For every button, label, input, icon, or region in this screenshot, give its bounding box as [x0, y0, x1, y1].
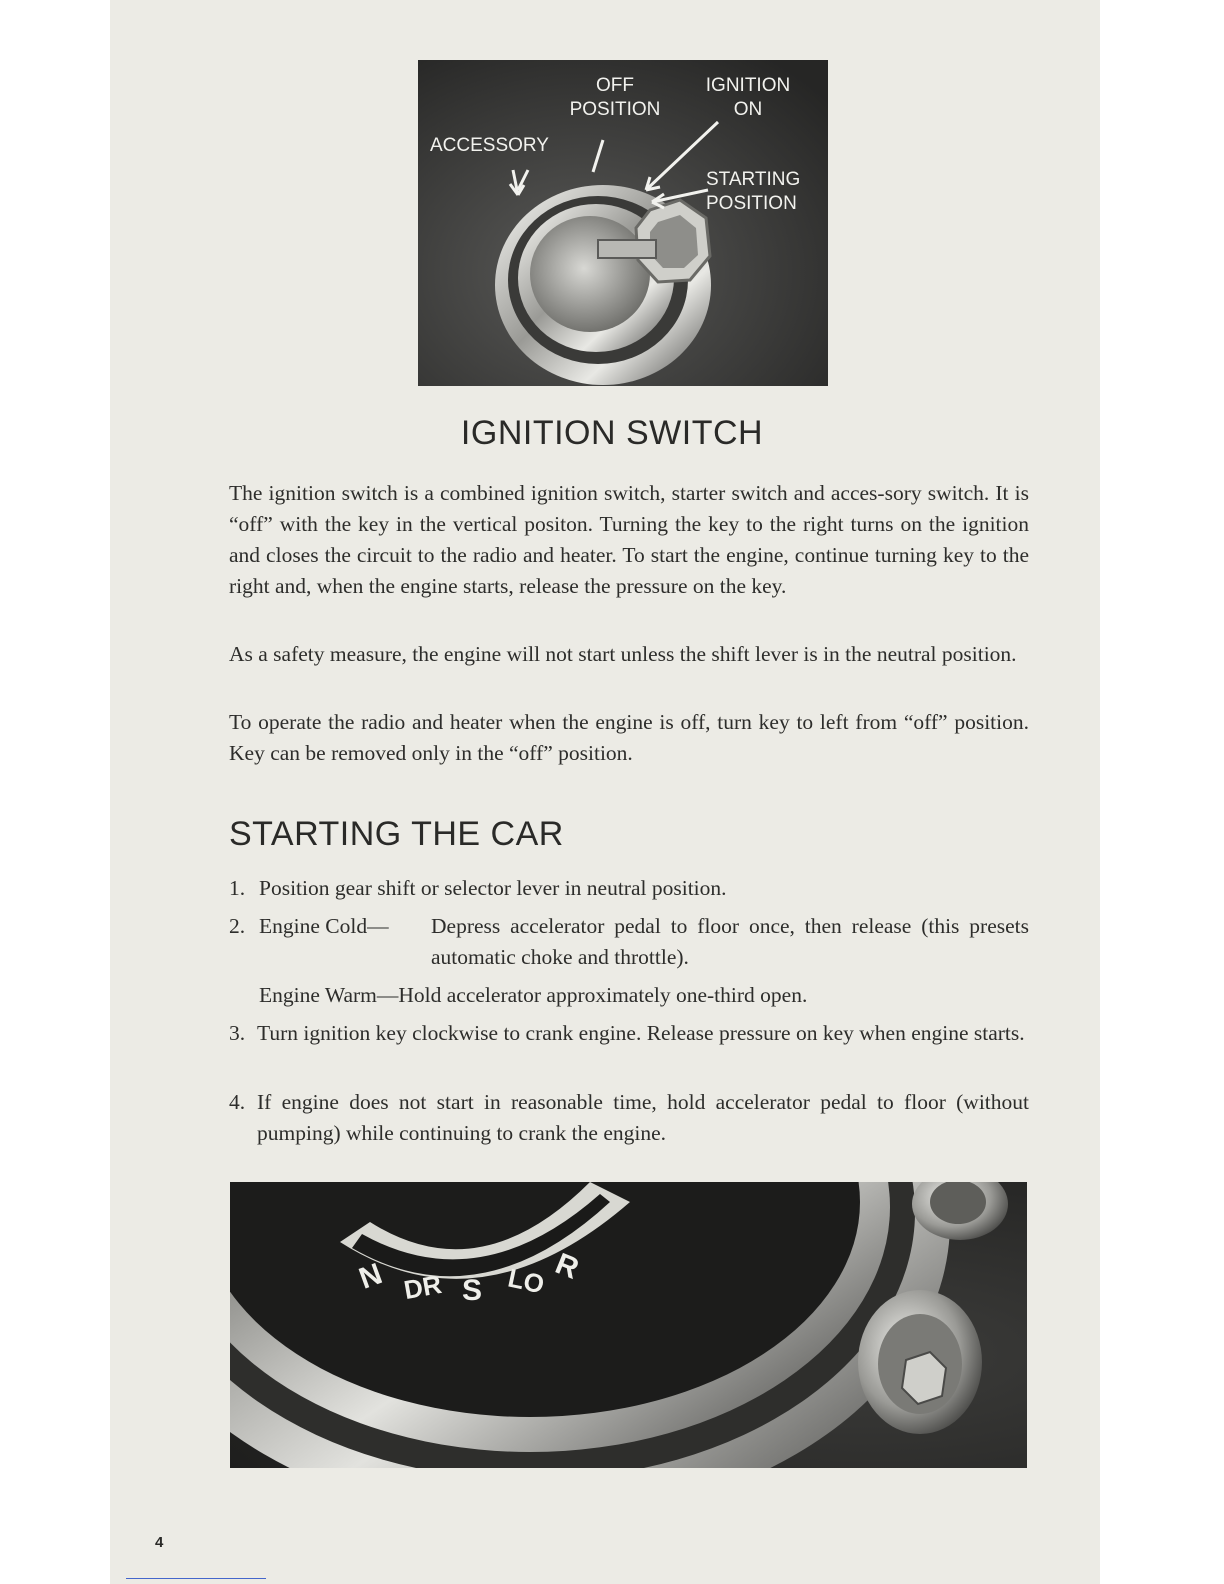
callout-starting-position: STARTING POSITION	[706, 169, 801, 214]
ignition-paragraph-3: To operate the radio and heater when the engine is off, turn key to left from “off” position. Key can be removed only in the “off” position.	[229, 710, 1029, 765]
step-number: 1.	[229, 876, 246, 900]
step-label: Engine Cold—	[259, 914, 389, 938]
gear-letter-lo: LO	[505, 1262, 547, 1300]
step-text: Turn ignition key clockwise to crank engine. Release pressure on key when engine starts.	[257, 1021, 1025, 1045]
step-3	[229, 1018, 1029, 1080]
step-number: 3.	[229, 1021, 246, 1045]
dashboard-photo	[230, 1182, 1027, 1468]
step-4	[229, 1087, 1029, 1149]
gear-letter-s: S	[462, 1274, 483, 1307]
step-1	[229, 873, 1029, 904]
callout-ignition-on: IGNITION ON	[705, 75, 791, 120]
step-2	[229, 911, 1029, 973]
gear-letter-n: N	[354, 1257, 387, 1296]
gear-dial-letters	[354, 1240, 620, 1310]
step-text: Engine Warm—Hold accelerator approximately one-third open.	[259, 983, 808, 1007]
ignition-paragraph-1: The ignition switch is a combined ignition switch, starter switch and acces-sory switch. It is “off” with the key in the vertical positon. Turning the key to the right turns on the ignition and closes the circuit to the radio and heater. To start the engine, continue turning key to the right and, when the engine starts, release the pressure on the key.	[229, 481, 1029, 598]
callout-off-position: OFF POSITION	[569, 75, 661, 120]
step-number: 2.	[229, 914, 246, 938]
step-number: 4.	[229, 1090, 246, 1114]
footer-link-underline	[126, 1578, 266, 1579]
dashboard-illustration	[230, 1182, 1027, 1468]
step-text: Position gear shift or selector lever in neutral position.	[259, 876, 727, 900]
step-text: If engine does not start in reasonable time, hold accelerator pedal to floor (without pumping) while continuing to crank the engine.	[257, 1090, 1029, 1145]
starting-the-car-title: STARTING THE CAR	[229, 815, 564, 853]
step-2-warm	[229, 980, 1029, 1011]
gear-letter-r: R	[550, 1247, 584, 1286]
ignition-switch-title: IGNITION SWITCH	[460, 414, 764, 452]
gear-letter-dr: DR	[401, 1268, 444, 1306]
callout-accessory: ACCESSORY	[430, 135, 549, 156]
page-number: 4	[155, 1534, 164, 1551]
ignition-paragraph-2: As a safety measure, the engine will not start unless the shift lever is in the neutral position.	[229, 642, 1017, 666]
step-text: Depress accelerator pedal to floor once, then release (this presets automatic choke and throttle).	[431, 914, 1029, 969]
